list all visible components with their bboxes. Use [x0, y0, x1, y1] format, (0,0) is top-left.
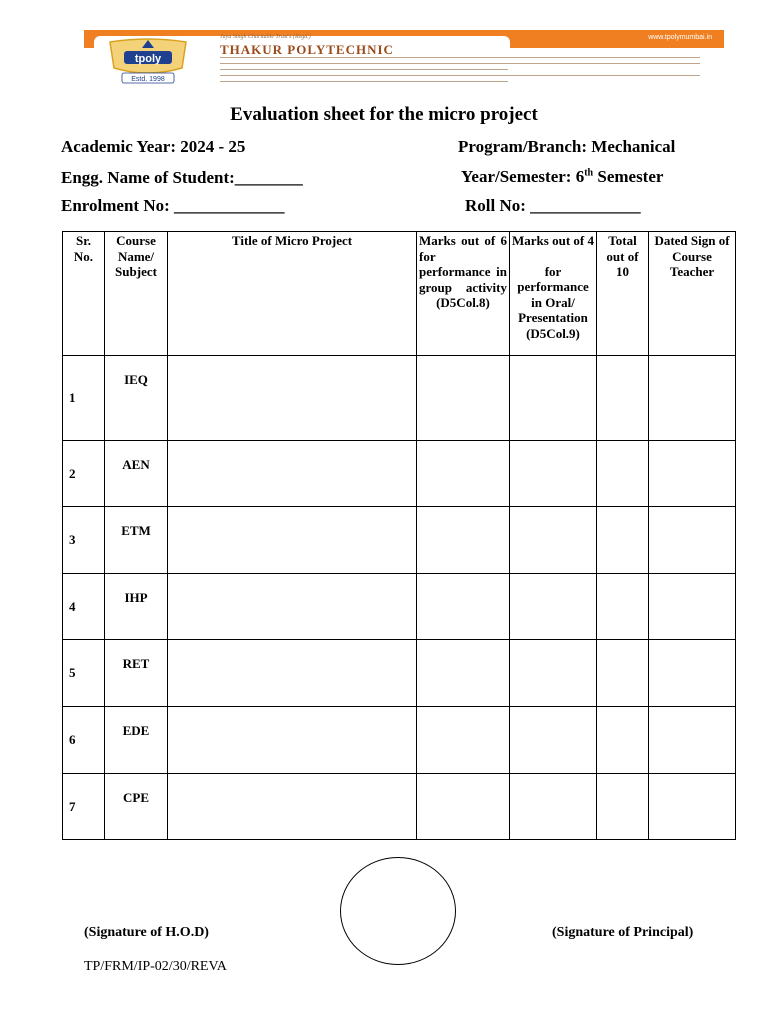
header-title: Title of Micro Project: [168, 232, 417, 356]
table-row: [63, 356, 736, 441]
header-sr-no: Sr. No.: [63, 232, 105, 356]
oral-marks-cell: [510, 774, 597, 840]
website-text: www.tpolymumbai.in: [648, 34, 712, 41]
group-marks-cell: [417, 574, 510, 640]
header-sign: Dated Sign of Course Teacher: [649, 232, 736, 356]
total-cell: [597, 574, 649, 640]
enrolment-field: Enrolment No: _____________: [61, 196, 285, 215]
document-title: Evaluation sheet for the micro project: [230, 104, 538, 125]
course-cell: AEN: [105, 441, 168, 507]
sr-cell: 4: [63, 574, 105, 640]
header-group-marks: Marks out of 6 for performance in group activity (D5Col.8): [417, 232, 510, 356]
group-marks-cell: [417, 356, 510, 441]
header-oral-marks: [510, 232, 597, 356]
oral-marks-cell: [510, 356, 597, 441]
sign-cell: [649, 707, 736, 774]
course-cell: IHP: [105, 574, 168, 640]
title-cell: [168, 707, 417, 774]
letterhead: [84, 30, 724, 88]
form-code: TP/FRM/IP-02/30/REVA: [84, 959, 227, 974]
oral-marks-cell: [510, 441, 597, 507]
sr-cell: 6: [63, 707, 105, 774]
table-row: [63, 640, 736, 707]
header-total: Total out of 10: [597, 232, 649, 356]
title-cell: [168, 441, 417, 507]
table-row: [63, 507, 736, 574]
program-branch: Program/Branch: Mechanical: [458, 137, 676, 156]
group-marks-cell: [417, 640, 510, 707]
total-cell: [597, 640, 649, 707]
trust-line: Jaya Singh Charitable Trust's (Regd.): [220, 34, 311, 40]
sign-cell: [649, 441, 736, 507]
sr-cell: 2: [63, 441, 105, 507]
evaluation-table: [62, 231, 736, 840]
logo-established: Estd. 1998: [131, 76, 165, 83]
academic-year: Academic Year: 2024 - 25: [61, 137, 246, 156]
total-cell: [597, 356, 649, 441]
logo-wordmark: tpoly: [134, 53, 162, 65]
year-semester-suffix: Semester: [593, 167, 664, 186]
header-oral-marks-bottom: for performance in Oral/ Presentation (D5Col.9): [517, 263, 589, 341]
total-cell: [597, 507, 649, 574]
title-cell: [168, 640, 417, 707]
institute-name: THAKUR POLYTECHNIC: [220, 42, 394, 57]
title-cell: [168, 356, 417, 441]
sign-cell: [649, 574, 736, 640]
sr-cell: 7: [63, 774, 105, 840]
header-oral-marks-top: Marks out of 4: [512, 233, 594, 248]
sr-cell: 3: [63, 507, 105, 574]
group-marks-cell: [417, 707, 510, 774]
course-cell: IEQ: [105, 356, 168, 441]
table-row: [63, 441, 736, 507]
principal-signature-label: (Signature of Principal): [552, 925, 694, 940]
header-course: Course Name/ Subject: [105, 232, 168, 356]
roll-no-field: Roll No: _____________: [465, 196, 641, 215]
course-cell: ETM: [105, 507, 168, 574]
course-cell: RET: [105, 640, 168, 707]
table-header-row: [63, 232, 736, 356]
sign-cell: [649, 640, 736, 707]
accreditation-lines: [220, 57, 700, 87]
sr-cell: 5: [63, 640, 105, 707]
group-marks-cell: [417, 774, 510, 840]
oral-marks-cell: [510, 507, 597, 574]
table-row: [63, 774, 736, 840]
hod-signature-label: (Signature of H.O.D): [84, 925, 209, 940]
course-cell: CPE: [105, 774, 168, 840]
sr-cell: 1: [63, 356, 105, 441]
oral-marks-cell: [510, 707, 597, 774]
title-cell: [168, 507, 417, 574]
total-cell: [597, 441, 649, 507]
student-name-field: Engg. Name of Student:________: [61, 168, 303, 187]
group-marks-cell: [417, 441, 510, 507]
oral-marks-cell: [510, 574, 597, 640]
institute-logo: [102, 38, 194, 86]
course-cell: EDE: [105, 707, 168, 774]
sign-cell: [649, 507, 736, 574]
stamp-circle: [340, 857, 456, 965]
group-marks-cell: [417, 507, 510, 574]
year-semester: [461, 167, 663, 187]
sign-cell: [649, 774, 736, 840]
total-cell: [597, 774, 649, 840]
title-cell: [168, 574, 417, 640]
table-row: [63, 574, 736, 640]
title-cell: [168, 774, 417, 840]
total-cell: [597, 707, 649, 774]
sign-cell: [649, 356, 736, 441]
table-row: [63, 707, 736, 774]
year-semester-sup: th: [584, 167, 594, 179]
oral-marks-cell: [510, 640, 597, 707]
year-semester-prefix: Year/Semester: 6: [461, 167, 585, 186]
